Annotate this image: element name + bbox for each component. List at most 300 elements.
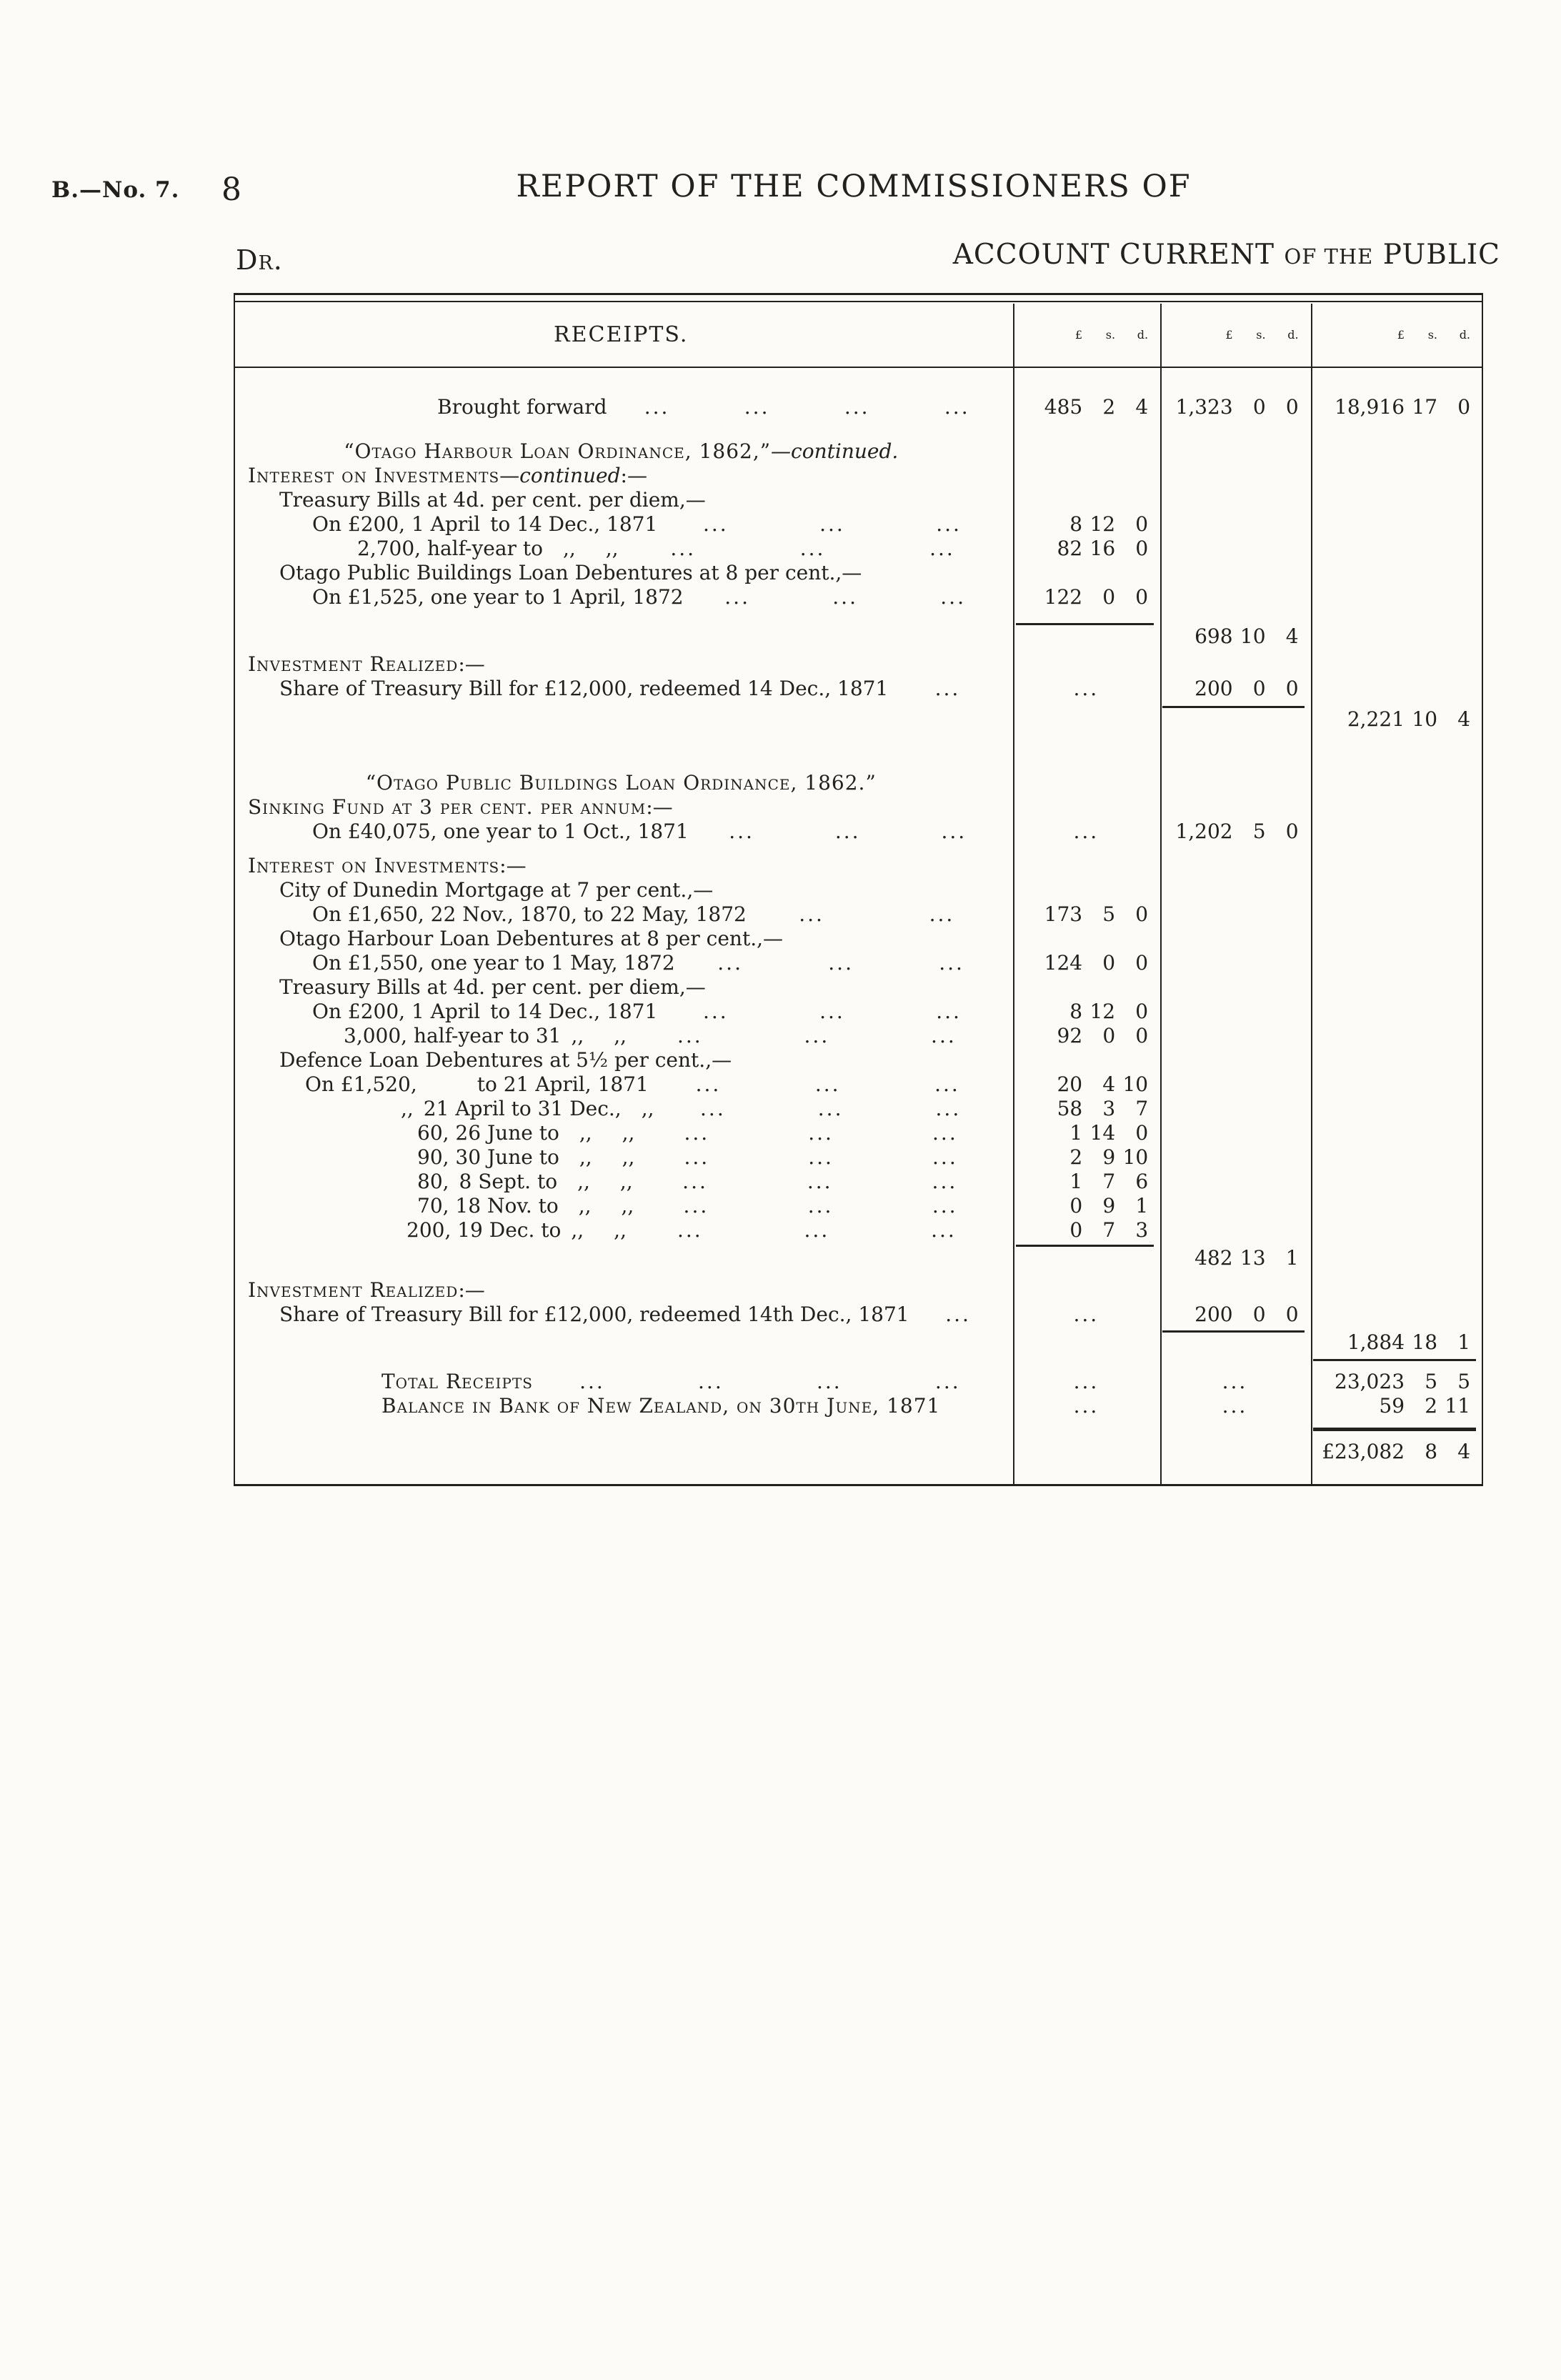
- description-cell: [235, 1048, 1013, 1072]
- amount-part: 698: [1195, 624, 1233, 648]
- description-text: Total Receipts: [381, 1370, 533, 1393]
- amount-value: [1013, 395, 1159, 419]
- leader-dots: ...: [799, 902, 824, 926]
- description-cell: [235, 512, 1013, 537]
- amount-value: [1013, 1000, 1160, 1024]
- amount-cell-c1: [1013, 395, 1159, 419]
- pence-label: d.: [1459, 327, 1471, 342]
- table-row: [235, 1394, 1482, 1418]
- description-text: 200, 19 Dec. to ,, ,,: [407, 1218, 627, 1242]
- amount-cell-c1: [1013, 1145, 1159, 1170]
- leader-dots: ...: [1073, 1303, 1099, 1326]
- amount-cell-c2: [1159, 439, 1310, 464]
- amount-cell-c1: [1013, 1170, 1159, 1194]
- amount-part: 0: [1069, 1194, 1083, 1218]
- amount-cell-c1: [1013, 537, 1159, 561]
- amount-cell-c3: [1310, 1278, 1482, 1303]
- leader-dots: ...: [934, 677, 961, 700]
- sum-rule: [1162, 706, 1305, 708]
- amount-part: 4: [1135, 395, 1149, 419]
- amount-value: [1013, 1097, 1159, 1121]
- description-text: 60, 26 June to ,, ,,: [417, 1121, 635, 1145]
- description-text: “Otago Harbour Loan Ordinance, 1862,”: [344, 439, 772, 463]
- leader-dots: ...: [936, 1000, 962, 1023]
- table-row: [235, 854, 1482, 878]
- amount-value: [1310, 1328, 1482, 1357]
- amount-value: [1013, 1072, 1160, 1097]
- amount-part: 5: [1102, 902, 1116, 926]
- table-row: [235, 1024, 1482, 1048]
- leader-dots: ...: [808, 1145, 834, 1169]
- amount-value: [1013, 1194, 1159, 1218]
- amount-part: 3: [1102, 1097, 1116, 1120]
- description-cell: [235, 1394, 1013, 1418]
- leader-dots: ...: [684, 1145, 710, 1169]
- description-text: Treasury Bills at 4d. per cent. per diem,—: [279, 975, 706, 999]
- amount-cell-c3: [1310, 652, 1482, 677]
- amount-cell-c1: [1013, 464, 1160, 488]
- table-row: [235, 1000, 1482, 1024]
- amount-cell-c2: [1159, 975, 1310, 1000]
- leader-dots: ...: [932, 1194, 958, 1218]
- amount-part: 18: [1412, 1330, 1438, 1354]
- amount-part: 10: [1122, 1145, 1149, 1169]
- amount-cell-c2: [1159, 464, 1310, 488]
- amount-cell-c2: [1159, 561, 1310, 585]
- description-text: Brought forward: [437, 395, 607, 419]
- amount-part: 23,023: [1335, 1370, 1405, 1393]
- leader-dots: ...: [682, 1170, 708, 1193]
- description-cell: [235, 902, 1013, 927]
- amount-cell-c2: [1159, 795, 1310, 820]
- leader-dots: ...: [1222, 1370, 1248, 1393]
- leader-dots: ...: [1073, 677, 1099, 700]
- leader-dots: ...: [804, 1218, 830, 1242]
- amount-cell-c2: [1159, 512, 1310, 537]
- description-cell: [235, 1024, 1013, 1048]
- description-cell: [235, 854, 1013, 878]
- amount-part: 18,916: [1335, 395, 1405, 419]
- amount-cell-c3: [1310, 561, 1482, 585]
- amount-value: [1013, 585, 1160, 609]
- amount-cell-c1: [1013, 1243, 1160, 1274]
- leader-dots: ...: [834, 820, 861, 843]
- amount-value: [1310, 1370, 1482, 1394]
- amount-value: [1159, 820, 1310, 844]
- amount-cell-c1: [1013, 1425, 1160, 1478]
- leader-dots: ...: [579, 1370, 605, 1393]
- table-row: [235, 1170, 1482, 1194]
- leader-dots: ...: [945, 1303, 971, 1326]
- description-text: Defence Loan Debentures at 5½ per cent.,—: [279, 1048, 732, 1072]
- amount-cell-c2: [1159, 1370, 1310, 1394]
- amount-part: 59: [1379, 1394, 1405, 1418]
- description-cell: [235, 1072, 1013, 1097]
- amount-value: [1013, 1145, 1159, 1170]
- description-cell: [235, 975, 1013, 1000]
- amount-cell-c3: [1310, 677, 1482, 701]
- amount-cell-c1: [1013, 1024, 1159, 1048]
- amount-cell-c1: [1013, 677, 1160, 701]
- description-text: Interest on Investments: [248, 854, 500, 877]
- leader-dots: ...: [1073, 1394, 1099, 1418]
- page-title: REPORT OF THE COMMISSIONERS OF: [516, 169, 1192, 204]
- amount-cell-c1: [1013, 1394, 1159, 1418]
- amount-cell-c2: [1159, 854, 1310, 878]
- amount-cell-c2: [1159, 1170, 1310, 1194]
- amount-value: [1013, 902, 1160, 927]
- amount-cell-c1: [1013, 1357, 1160, 1367]
- amount-cell-c3: [1310, 1048, 1482, 1072]
- amount-cell-c3: [1310, 1194, 1482, 1218]
- amount-part: 2,221: [1347, 707, 1405, 731]
- description-cell: [235, 652, 1013, 677]
- table-row: [235, 585, 1482, 609]
- leader-dots: ...: [932, 1170, 958, 1193]
- document-reference: B.—No. 7.: [51, 177, 180, 203]
- amount-cell-c2: [1159, 1278, 1310, 1303]
- table-body: [235, 395, 1482, 1478]
- amount-cell-c2: [1159, 704, 1310, 735]
- leader-dots: ...: [819, 1000, 845, 1023]
- leader-dots: ...: [844, 395, 870, 419]
- amount-cell-c1: [1013, 951, 1160, 975]
- leader-dots: ...: [929, 902, 955, 926]
- amount-cell-c2: [1159, 1425, 1310, 1478]
- amount-part: 1,202: [1175, 820, 1233, 843]
- description-cell: [235, 927, 1013, 951]
- table-sum-row: [235, 1357, 1482, 1367]
- amount-cell-c3: [1310, 439, 1482, 464]
- table-row: [235, 878, 1482, 902]
- amount-part: 9: [1102, 1194, 1116, 1218]
- table-row: [235, 1121, 1482, 1145]
- amount-cell-c3: [1310, 1243, 1482, 1274]
- amount-part: 2: [1069, 1145, 1083, 1169]
- sum-rule: [1162, 1330, 1305, 1333]
- leader-dots: ...: [683, 1194, 709, 1218]
- leader-dots: ...: [936, 512, 962, 536]
- amount-cell-c1: [1013, 878, 1160, 902]
- amount-cell-c1: [1013, 902, 1160, 927]
- description-cell: [235, 1425, 1013, 1478]
- leader-dots: ...: [931, 1218, 957, 1242]
- description-cell: [235, 1278, 1013, 1303]
- amount-part: 8: [1425, 1440, 1438, 1463]
- leader-dots: ...: [703, 1000, 729, 1023]
- description-text: —continued.: [771, 439, 899, 463]
- amount-cell-c2: [1159, 677, 1310, 701]
- leader-dots: ...: [832, 585, 858, 609]
- amount-cell-c3: [1310, 878, 1482, 902]
- table-row: [235, 1048, 1482, 1072]
- subtitle-part-3: PUBLIC: [1382, 239, 1500, 271]
- amount-cell-c3: [1310, 1000, 1482, 1024]
- leader-dots: ...: [932, 1145, 958, 1169]
- description-cell: [235, 1097, 1013, 1121]
- amount-cell-c3: [1310, 1121, 1482, 1145]
- amount-part: 92: [1057, 1024, 1083, 1047]
- amount-part: 12: [1089, 1000, 1116, 1023]
- amount-part: 12: [1089, 512, 1116, 536]
- description-text: ,, 21 April to 31 Dec., ,,: [401, 1097, 654, 1120]
- amount-cell-c3: [1310, 1394, 1482, 1418]
- amount-cell-c1: [1013, 1194, 1159, 1218]
- amount-part: 14: [1089, 1121, 1116, 1145]
- sum-rule: [1016, 1245, 1154, 1247]
- leader-dots: ...: [941, 820, 967, 843]
- description-text: :—: [458, 652, 485, 676]
- description-text: Otago Public Buildings Loan Debentures at 8 per cent.,—: [279, 561, 862, 584]
- description-cell: [235, 820, 1013, 844]
- table-row: [235, 488, 1482, 512]
- amount-cell-c2: [1159, 902, 1310, 927]
- amount-cell-c2: [1159, 585, 1310, 609]
- leader-dots: ...: [700, 1097, 726, 1120]
- leader-dots: ...: [931, 1024, 957, 1047]
- amount-part: 11: [1445, 1394, 1471, 1418]
- pound-symbol: £: [1397, 327, 1405, 342]
- amount-part: 4: [1102, 1072, 1116, 1096]
- amount-part: 20: [1057, 1072, 1083, 1096]
- subtitle-part-1: ACCOUNT CURRENT: [952, 239, 1275, 271]
- amount-part: 2: [1102, 395, 1116, 419]
- leader-dots: ...: [819, 512, 845, 536]
- description-cell: [235, 795, 1013, 820]
- sum-rule: [1016, 623, 1154, 625]
- description-cell: [235, 1243, 1013, 1274]
- amount-cell-c1: [1013, 652, 1160, 677]
- amount-value: [1159, 1243, 1310, 1274]
- amount-part: 0: [1285, 1303, 1299, 1326]
- amount-cell-c2: [1159, 927, 1310, 951]
- description-text: 3,000, half-year to 31 ,, ,,: [344, 1024, 627, 1047]
- leader-dots: ...: [814, 1072, 841, 1096]
- amount-cell-c3: [1310, 820, 1482, 844]
- leader-dots: ...: [677, 1024, 703, 1047]
- page-subtitle: [843, 239, 1500, 271]
- amount-part: 0: [1135, 902, 1149, 926]
- amount-part: 0: [1069, 1218, 1083, 1242]
- amount-value: [1310, 1394, 1482, 1418]
- column-header-money-3: [1310, 328, 1482, 342]
- description-cell: [235, 1303, 1013, 1327]
- amount-cell-c1: [1013, 1218, 1159, 1243]
- amount-part: 10: [1412, 707, 1438, 731]
- leader-dots: ...: [1073, 1370, 1099, 1393]
- amount-cell-c3: [1310, 1024, 1482, 1048]
- amount-part: 2: [1425, 1394, 1438, 1418]
- leader-dots: ...: [807, 1194, 834, 1218]
- amount-part: 200: [1195, 677, 1233, 700]
- sum-rule: [1313, 1428, 1476, 1431]
- amount-part: 0: [1135, 537, 1149, 560]
- amount-cell-c1: [1013, 975, 1160, 1000]
- amount-cell-c2: [1159, 1048, 1310, 1072]
- amount-cell-c3: [1310, 1218, 1482, 1243]
- amount-cell-c2: [1159, 621, 1310, 652]
- amount-cell-c3: [1310, 704, 1482, 735]
- amount-part: 1: [1285, 1246, 1299, 1270]
- amount-cell-c2: [1159, 395, 1310, 419]
- description-cell: [235, 704, 1013, 735]
- amount-part: 8: [1069, 512, 1083, 536]
- description-text: Interest on Investments: [248, 464, 500, 487]
- amount-cell-c1: [1013, 1278, 1160, 1303]
- amount-part: 16: [1089, 537, 1116, 560]
- description-text: On £200, 1 April to 14 Dec., 1871: [312, 1000, 658, 1023]
- amount-cell-c2: [1159, 1303, 1310, 1327]
- amount-cell-c2: [1159, 1194, 1310, 1218]
- description-text: 70, 18 Nov. to ,, ,,: [417, 1194, 634, 1218]
- amount-cell-c3: [1310, 771, 1482, 795]
- amount-part: 0: [1457, 395, 1471, 419]
- amount-part: 0: [1102, 951, 1116, 975]
- amount-value: [1159, 621, 1310, 652]
- table-row: [235, 395, 1482, 419]
- table-sum-row: [235, 621, 1482, 652]
- amount-cell-c1: [1013, 512, 1160, 537]
- table-row: [235, 464, 1482, 488]
- table-sum-row: [235, 704, 1482, 735]
- description-text: :—: [646, 795, 673, 819]
- description-cell: [235, 537, 1013, 561]
- description-cell: [235, 488, 1013, 512]
- amount-part: 0: [1135, 585, 1149, 609]
- leader-dots: ...: [929, 537, 955, 560]
- amount-cell-c2: [1159, 1357, 1310, 1367]
- description-cell: [235, 1218, 1013, 1243]
- amount-cell-c3: [1310, 621, 1482, 652]
- amount-part: £23,082: [1322, 1440, 1405, 1463]
- table-row: [235, 795, 1482, 820]
- amount-part: 5: [1457, 1370, 1471, 1393]
- amount-cell-c1: [1013, 1000, 1160, 1024]
- table-row: [235, 439, 1482, 464]
- amount-part: 7: [1135, 1097, 1149, 1120]
- description-cell: [235, 951, 1013, 975]
- amount-cell-c2: [1159, 1243, 1310, 1274]
- subtitle-part-2: OF THE: [1284, 244, 1374, 269]
- amount-cell-c1: [1013, 771, 1160, 795]
- table-sum-row: [235, 1243, 1482, 1274]
- amount-cell-c3: [1310, 1097, 1482, 1121]
- amount-part: 0: [1135, 1000, 1149, 1023]
- amount-cell-c2: [1159, 1024, 1310, 1048]
- description-text: Balance in Bank of New Zealand, on 30th June, 1871: [381, 1394, 941, 1418]
- amount-part: 482: [1195, 1246, 1233, 1270]
- amount-part: 0: [1252, 1303, 1266, 1326]
- amount-cell-c1: [1013, 927, 1160, 951]
- amount-cell-c2: [1159, 1328, 1310, 1357]
- leader-dots: ...: [932, 1121, 958, 1145]
- leader-dots: ...: [799, 537, 826, 560]
- shillings-label: s.: [1427, 327, 1438, 342]
- amount-cell-c1: [1013, 561, 1160, 585]
- table-header-row: [235, 302, 1482, 368]
- table-row: [235, 975, 1482, 1000]
- amount-part: 0: [1135, 1121, 1149, 1145]
- amount-part: 200: [1195, 1303, 1233, 1326]
- amount-part: 10: [1240, 624, 1266, 648]
- amount-part: 58: [1057, 1097, 1083, 1120]
- table-row: [235, 771, 1482, 795]
- amount-value: [1013, 1121, 1159, 1145]
- amount-cell-c3: [1310, 395, 1482, 419]
- leader-dots: ...: [724, 585, 750, 609]
- description-text: Share of Treasury Bill for £12,000, redeemed 14 Dec., 1871: [279, 677, 889, 700]
- amount-cell-c2: [1159, 537, 1310, 561]
- leader-dots: ...: [939, 951, 964, 975]
- amount-cell-c1: [1013, 795, 1160, 820]
- amount-part: 4: [1457, 707, 1471, 731]
- amount-cell-c1: [1013, 1303, 1160, 1327]
- table-row: [235, 537, 1482, 561]
- table-row: [235, 951, 1482, 975]
- description-cell: [235, 1000, 1013, 1024]
- table-row: [235, 652, 1482, 677]
- amount-cell-c3: [1310, 1072, 1482, 1097]
- description-cell: [235, 621, 1013, 652]
- amount-cell-c3: [1310, 1303, 1482, 1327]
- amount-value: [1310, 395, 1482, 419]
- description-text: continued: [519, 464, 621, 487]
- description-text: 80, 8 Sept. to ,, ,,: [417, 1170, 633, 1193]
- amount-value: [1013, 1218, 1159, 1243]
- description-text: :—: [458, 1278, 485, 1302]
- amount-cell-c3: [1310, 1357, 1482, 1367]
- amount-cell-c2: [1159, 1121, 1310, 1145]
- leader-dots: ...: [703, 512, 729, 536]
- amount-cell-c2: [1159, 771, 1310, 795]
- leader-dots: ...: [944, 395, 970, 419]
- amount-value: [1159, 395, 1310, 419]
- leader-dots: ...: [744, 395, 770, 419]
- amount-cell-c1: [1013, 1121, 1159, 1145]
- table-row: [235, 1097, 1482, 1121]
- amount-part: 1,323: [1175, 395, 1233, 419]
- amount-cell-c2: [1159, 488, 1310, 512]
- shillings-label: s.: [1256, 327, 1266, 342]
- amount-part: 0: [1252, 395, 1266, 419]
- amount-cell-c3: [1310, 1145, 1482, 1170]
- amount-part: 0: [1135, 512, 1149, 536]
- amount-cell-c1: [1013, 621, 1160, 652]
- amount-part: 1: [1135, 1194, 1149, 1218]
- description-text: Sinking Fund at 3 per cent. per annum: [248, 795, 647, 819]
- description-text: 90, 30 June to ,, ,,: [417, 1145, 635, 1169]
- amount-value: [1159, 1303, 1310, 1327]
- amount-cell-c1: [1013, 820, 1160, 844]
- table-row: [235, 512, 1482, 537]
- description-text: City of Dunedin Mortgage at 7 per cent.,—: [279, 878, 714, 902]
- table-row: [235, 820, 1482, 844]
- amount-part: 4: [1285, 624, 1299, 648]
- column-header-money-2: [1159, 328, 1310, 342]
- amount-cell-c2: [1159, 652, 1310, 677]
- description-text: “Otago Public Buildings Loan Ordinance, 1862.”: [365, 771, 877, 795]
- amount-part: 7: [1102, 1170, 1116, 1193]
- amount-cell-c3: [1310, 512, 1482, 537]
- description-text: On £1,520, to 21 April, 1871: [305, 1072, 649, 1096]
- table-row: [235, 677, 1482, 701]
- leader-dots: ...: [698, 1370, 724, 1393]
- amount-part: 13: [1240, 1246, 1266, 1270]
- description-cell: [235, 1170, 1013, 1194]
- amount-cell-c1: [1013, 1072, 1160, 1097]
- description-cell: [235, 585, 1013, 609]
- amount-part: 1: [1457, 1330, 1471, 1354]
